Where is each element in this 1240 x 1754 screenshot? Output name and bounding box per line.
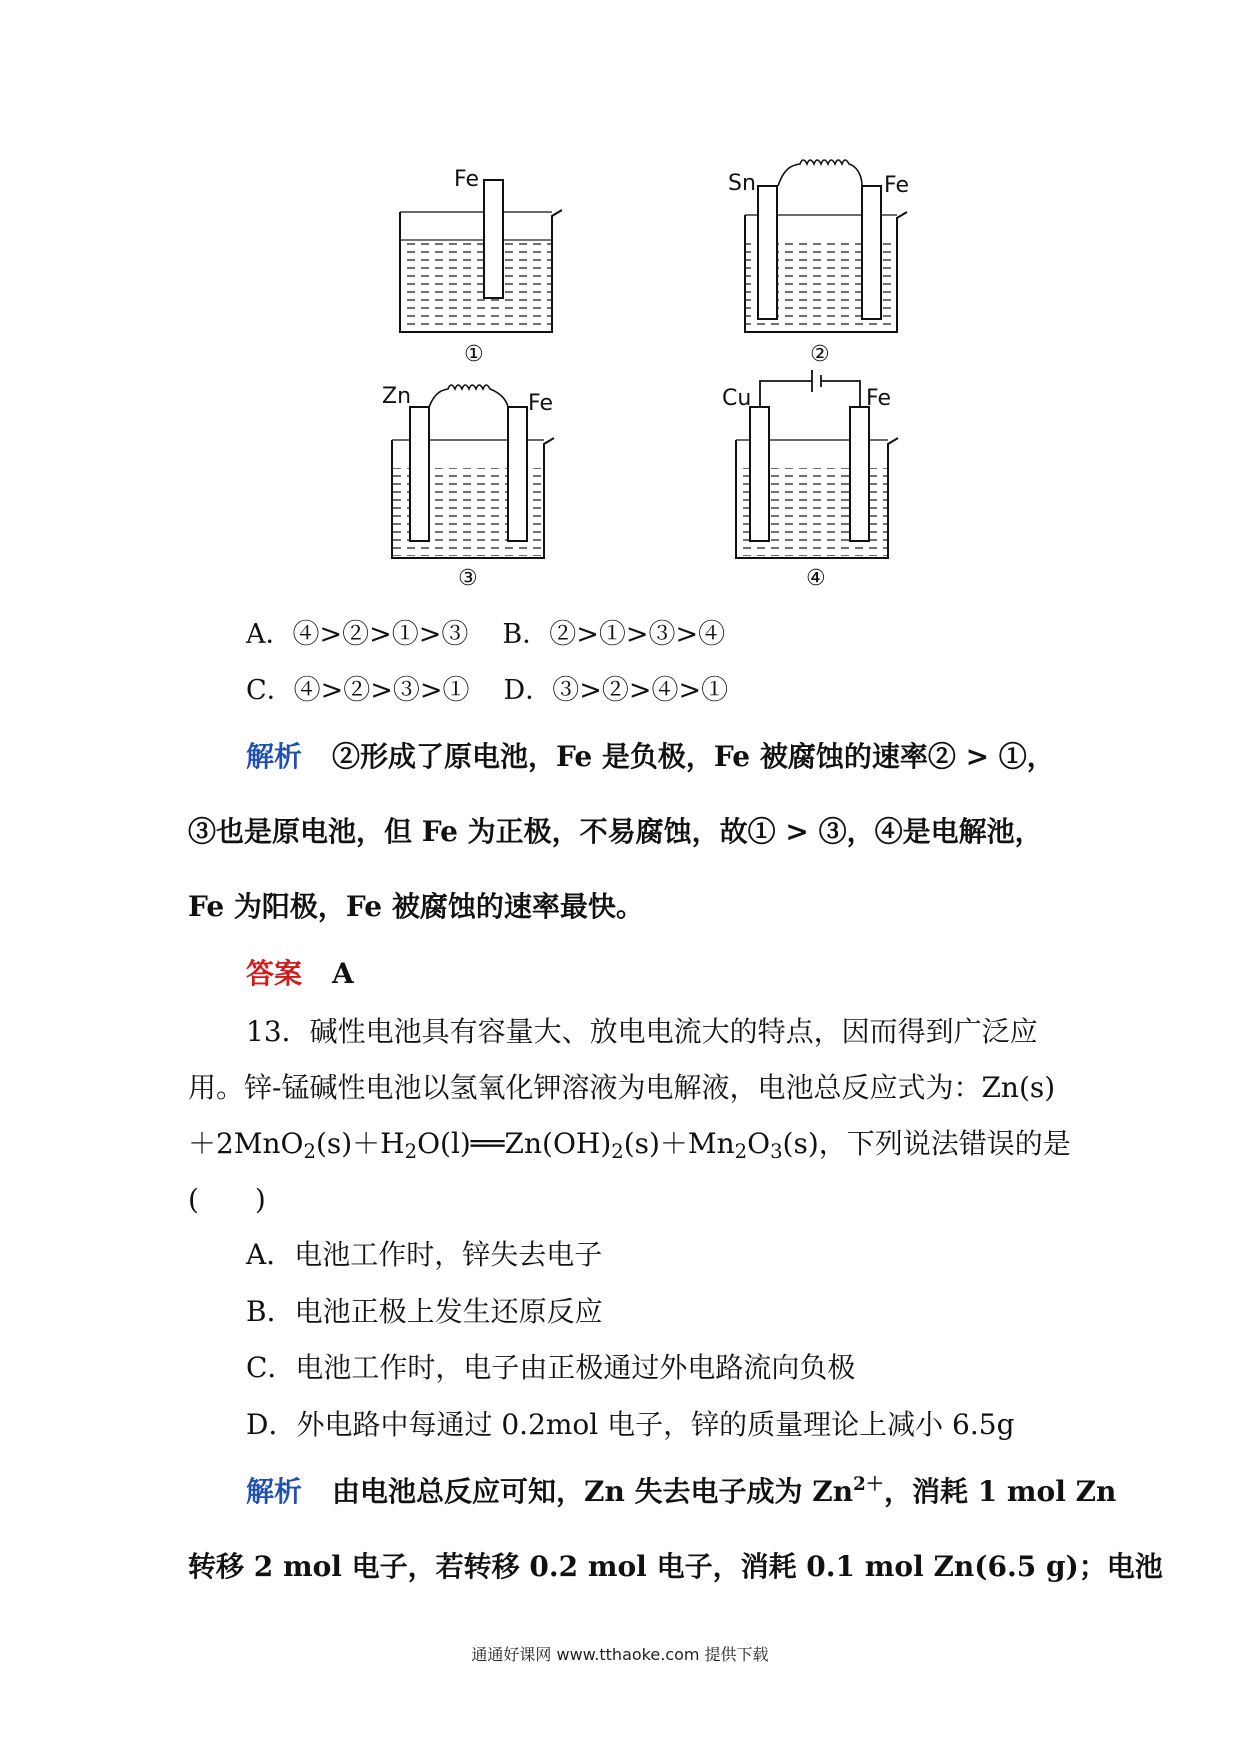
eq-subscript: 2 <box>734 1139 748 1163</box>
wire-3 <box>429 385 508 407</box>
q13-stem-line-2: 用。锌-锰碱性电池以氢氧化钾溶液为电解液，电池总反应式为：Zn(s) <box>188 1071 1056 1104</box>
beaker-4 <box>722 370 898 591</box>
q12-analysis-line-3: Fe 为阳极，Fe 被腐蚀的速率最快。 <box>188 890 644 923</box>
label-fe-1: Fe <box>454 167 479 192</box>
q13-analysis-label: 解析 <box>246 1475 303 1508</box>
label-fe-3: Fe <box>528 391 553 416</box>
figure-number-3: ③ <box>458 566 478 591</box>
fe-electrode-2 <box>862 186 881 319</box>
q12-answer-line <box>246 952 1240 992</box>
eq-part: (s)＋Mn <box>623 1127 735 1160</box>
eq-part: ＋2MnO <box>188 1127 304 1160</box>
q13-stem-line-1: 13．碱性电池具有容量大、放电电流大的特点，因而得到广泛应 <box>246 1015 1038 1048</box>
eq-subscript: 2 <box>404 1139 418 1163</box>
beaker-3 <box>382 384 554 591</box>
page-footer: 通通好课网 www.tthaoke.com 提供下载 <box>471 1645 769 1664</box>
figure-number-1: ① <box>464 342 484 367</box>
fe-electrode-1 <box>484 180 503 298</box>
eq-part: O(l)══Zn(OH) <box>417 1127 612 1160</box>
q12-options-row-1 <box>246 612 1240 651</box>
label-cu: Cu <box>722 386 752 411</box>
label-zn: Zn <box>382 384 412 409</box>
label-fe-2: Fe <box>884 173 909 198</box>
figure-number-2: ② <box>810 342 830 367</box>
q12-option-d-label: D． <box>503 675 553 706</box>
eq-subscript: 2 <box>303 1139 316 1163</box>
label-fe-4: Fe <box>866 386 891 411</box>
q12-option-a-label: A． <box>246 619 293 650</box>
eq-subscript: 2 <box>611 1139 624 1163</box>
q13-equation-line <box>188 1122 1240 1163</box>
q13-analysis-text: 由电池总反应可知，Zn 失去电子成为 Zn <box>332 1475 854 1508</box>
q13-option-b: B．电池正极上发生还原反应 <box>246 1295 603 1328</box>
q13-charge-superscript: 2＋ <box>853 1474 884 1496</box>
q12-options-row-2 <box>246 668 1240 707</box>
q12-option-c-label: C． <box>246 675 294 706</box>
q12-analysis-line-2: ③也是原电池，但 Fe 为正极，不易腐蚀，故① > ③，④是电解池， <box>188 815 1043 848</box>
q12-answer-label: 答案 <box>246 957 303 990</box>
q13-analysis-line-2: 转移 2 mol 电子，若转移 0.2 mol 电子，消耗 0.1 mol Zn(6.5 g)；电池 <box>188 1550 1163 1583</box>
q13-option-a: A．电池工作时，锌失去电子 <box>246 1238 603 1271</box>
beaker-1 <box>400 167 562 367</box>
q12-analysis-label: 解析 <box>246 740 303 773</box>
zn-electrode <box>410 407 429 541</box>
sn-electrode <box>758 186 777 319</box>
q12-option-b-label: B． <box>502 619 550 650</box>
q13-analysis-line-1 <box>246 1470 1240 1510</box>
fe-electrode-4 <box>850 407 869 541</box>
q13-option-c: C．电池工作时，电子由正极通过外电路流向负极 <box>246 1351 856 1384</box>
q12-option-c: ④>②>③>① <box>293 675 470 706</box>
fe-electrode-3 <box>508 407 527 541</box>
figure-number-4: ④ <box>806 566 826 591</box>
q12-analysis-line-1 <box>246 735 1240 775</box>
q13-analysis-text: ，消耗 1 mol Zn <box>883 1475 1117 1508</box>
q12-option-b: ②>①>③>④ <box>549 619 726 650</box>
eq-subscript: 3 <box>770 1139 783 1163</box>
q12-option-a: ④>②>①>③ <box>292 619 469 650</box>
eq-part: (s)＋H <box>315 1127 405 1160</box>
label-sn: Sn <box>728 171 756 196</box>
wire-2 <box>778 160 862 186</box>
power-source-wire <box>760 370 860 407</box>
q12-answer-value: A <box>332 957 354 990</box>
q13-option-d: D．外电路中每通过 0.2mol 电子，锌的质量理论上减小 6.5g <box>246 1408 1015 1441</box>
beaker-figure <box>0 0 1240 600</box>
beaker-2 <box>728 160 909 367</box>
q12-analysis-text-1: ②形成了原电池，Fe 是负极，Fe 被腐蚀的速率② > ①， <box>332 740 1055 773</box>
cu-electrode <box>750 407 769 541</box>
eq-part: O <box>747 1127 771 1160</box>
q13-answer-blank: ( ) <box>188 1183 266 1216</box>
q12-option-d: ③>②>④>① <box>552 675 729 706</box>
eq-part: (s)，下列说法错误的是 <box>782 1127 1071 1160</box>
